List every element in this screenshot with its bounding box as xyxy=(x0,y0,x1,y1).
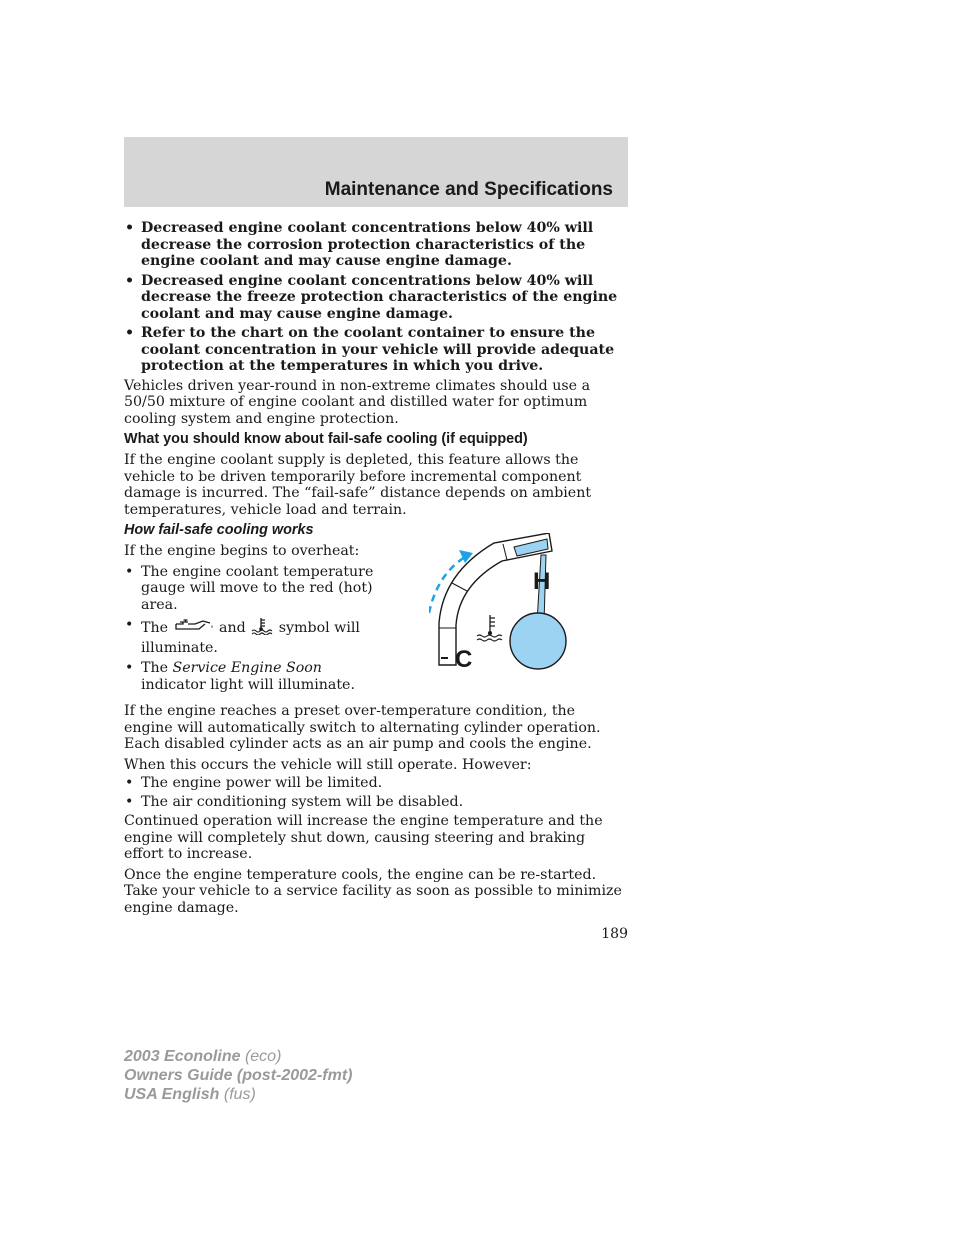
section-header-bar xyxy=(124,137,628,207)
list-item: • The Service Engine Soon indicator light will illuminate. xyxy=(124,660,384,693)
overheat-figure-row xyxy=(124,543,628,703)
gauge-hot-label: H xyxy=(533,568,551,595)
heading-how-it-works: How fail-safe cooling works xyxy=(124,522,314,538)
oil-can-icon xyxy=(173,617,215,640)
paragraph-continued: Continued operation will increase the engine temperature and the engine will completely shut down, causing steering and braking effort to increase. xyxy=(124,813,603,862)
list-item: • The and symbol will illuminate. xyxy=(124,617,384,656)
section-title: Maintenance and Specifications xyxy=(324,179,613,200)
document-footer xyxy=(124,1047,352,1104)
overheat-text xyxy=(124,543,384,697)
list-item: • The air conditioning system will be disabled. xyxy=(124,794,628,811)
list-item: • Decreased engine coolant concentrations below 40% will decrease the freeze protection characteristics of the engine coolant and may cause engine damage. xyxy=(124,273,628,323)
list-item: • The engine coolant temperature gauge will move to the red (hot) area. xyxy=(124,564,384,614)
rising-temperature-arrow xyxy=(429,557,465,613)
overheat-list xyxy=(124,564,384,694)
coolant-temperature-icon xyxy=(477,615,502,641)
list-item: • Refer to the chart on the coolant container to ensure the coolant concentration in your vehicle will provide adequate protection at the temperatures in which you drive. xyxy=(124,325,628,375)
page-number: 189 xyxy=(601,926,628,942)
list-item: • The engine power will be limited. xyxy=(124,775,628,792)
footer-line-vehicle: 2003 Econoline (eco) xyxy=(124,1048,282,1065)
overheat-intro: If the engine begins to overheat: xyxy=(124,543,360,559)
gauge-hub xyxy=(510,613,566,669)
service-engine-soon-label: Service Engine Soon xyxy=(172,660,322,676)
paragraph-year-round: Vehicles driven year-round in non-extreme climates should use a 50/50 mixture of engine coolant and distilled water for optimum cooling system and engine protection. xyxy=(124,377,591,427)
paragraph-depleted: If the engine coolant supply is depleted, this feature allows the vehicle to be driven temporarily before incremental component damage is incurred. The “fail-safe” distance depends on ambient temperatures, vehicle load and terrain. xyxy=(124,452,592,518)
limitations-list xyxy=(124,775,628,810)
temperature-gauge-illustration xyxy=(429,533,579,683)
page-content xyxy=(124,220,628,920)
gauge-tick xyxy=(452,583,467,591)
paragraph-preset: If the engine reaches a preset over-temperature condition, the engine will automatically switch to alternating cylinder operation. Each disabled cylinder acts as an air pump and cools the engine. xyxy=(124,703,601,752)
gauge-tick xyxy=(503,544,507,560)
coolant-warning-list xyxy=(124,220,628,375)
paragraph-still-operate: When this occurs the vehicle will still operate. However: xyxy=(124,756,532,773)
footer-line-language: USA English (fus) xyxy=(124,1086,256,1103)
footer-line-guide: Owners Guide (post-2002-fmt) xyxy=(124,1067,353,1084)
coolant-temperature-icon xyxy=(250,617,274,640)
heading-fail-safe: What you should know about fail-safe cooling (if equipped) xyxy=(124,431,528,447)
gauge-cold-label: C xyxy=(455,646,473,673)
list-item: • Decreased engine coolant concentrations below 40% will decrease the corrosion protection characteristics of the engine coolant and may cause engine damage. xyxy=(124,220,628,270)
paragraph-cools: Once the engine temperature cools, the engine can be re-started. Take your vehicle to a service facility as soon as possible to minimize engine damage. xyxy=(124,866,622,916)
